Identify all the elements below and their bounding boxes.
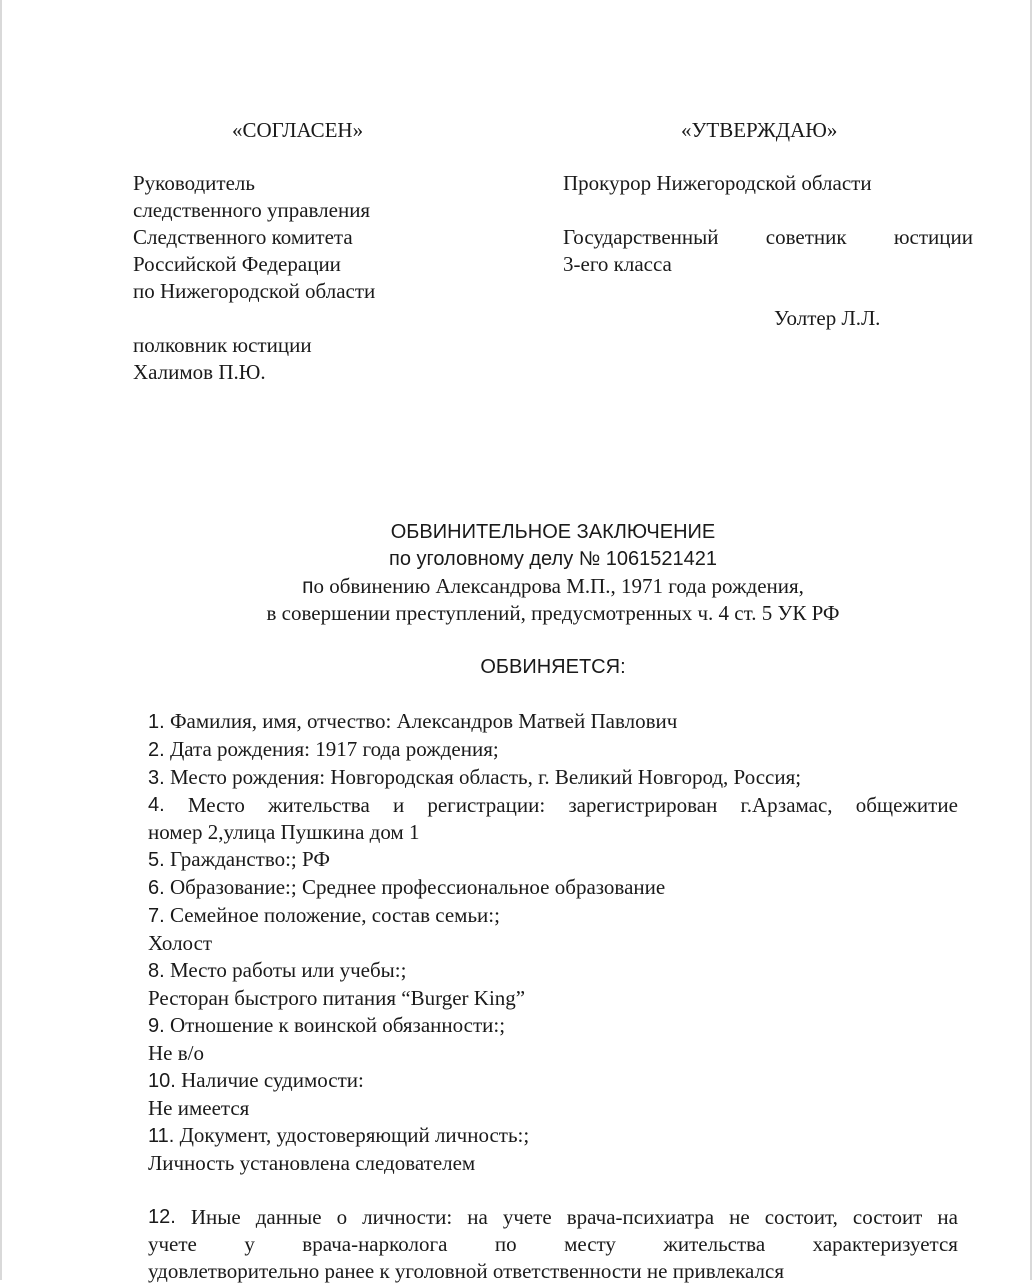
approve-title: Прокурор Нижегородской области	[563, 171, 872, 195]
list-item: 11. Документ, удостоверяющий личность:;	[148, 1123, 530, 1147]
accusation-line: по обвинению Александрова М.П., 1971 года рождения,	[302, 574, 804, 598]
personal-data-list	[148, 708, 958, 1285]
agreed-line: следственного управления	[133, 198, 371, 222]
agreed-signatory-name: Халимов П.Ю.	[133, 360, 266, 384]
list-item: 6. Образование:; Среднее профессиональное образование	[148, 875, 666, 899]
agreed-line: Следственного комитета	[133, 225, 353, 249]
list-item: 8. Место работы или учебы:;	[148, 958, 407, 982]
list-item: 7. Семейное положение, состав семьи:;	[148, 903, 500, 927]
approve-rank-class: 3-его класса	[563, 252, 672, 276]
approve-heading: «УТВЕРЖДАЮ»	[681, 118, 838, 142]
agreed-line: по Нижегородской области	[133, 279, 376, 303]
agreed-line: Руководитель	[133, 171, 255, 195]
page-edge-left	[0, 0, 2, 1280]
list-item: 5. Гражданство:; РФ	[148, 847, 330, 871]
list-item: 3. Место рождения: Новгородская область, г. Великий Новгород, Россия;	[148, 765, 802, 789]
approve-block	[563, 170, 973, 332]
crimes-line: в совершении преступлений, предусмотренных ч. 4 ст. 5 УК РФ	[266, 601, 840, 625]
agreed-line: Российской Федерации	[133, 252, 341, 276]
approve-rank-line: Государственный советник юстиции	[563, 225, 973, 249]
list-item: 10. Наличие судимости:	[148, 1068, 364, 1092]
approve-signatory-name: Уолтер Л.Л.	[774, 306, 881, 330]
list-item-continuation: удовлетворительно ранее к уголовной ответственности не привлекался	[148, 1259, 784, 1283]
list-item-continuation: учете у врача-нарколога по месту жительства характеризуется	[148, 1232, 958, 1256]
list-item-value: Не имеется	[148, 1096, 250, 1120]
list-item-continuation: номер 2,улица Пушкина дом 1	[148, 820, 420, 844]
agreed-block	[133, 170, 533, 386]
case-number: по уголовному делу № 1061521421	[389, 548, 717, 570]
document-title-block	[100, 519, 1006, 681]
list-item-value: Не в/о	[148, 1041, 204, 1065]
agreed-rank: полковник юстиции	[133, 333, 312, 357]
list-item: 1. Фамилия, имя, отчество: Александров Матвей Павлович	[148, 709, 678, 733]
list-item: 2. Дата рождения: 1917 года рождения;	[148, 737, 499, 761]
document-title: ОБВИНИТЕЛЬНОЕ ЗАКЛЮЧЕНИЕ	[390, 521, 716, 543]
list-item-value: Ресторан быстрого питания “Burger King”	[148, 986, 526, 1010]
list-item: 4. Место жительства и регистрации: зарегистрирован г.Арзамас, общежитие	[148, 793, 958, 817]
list-item: 9. Отношение к воинской обязанности:;	[148, 1013, 506, 1037]
list-item-value: Холост	[148, 931, 213, 955]
agreed-heading: «СОГЛАСЕН»	[232, 118, 364, 142]
list-item-value: Личность установлена следователем	[148, 1151, 476, 1175]
accused-heading: ОБВИНЯЕТСЯ:	[480, 656, 626, 678]
list-item: 12. Иные данные о личности: на учете врача-психиатра не состоит, состоит на	[148, 1205, 958, 1229]
